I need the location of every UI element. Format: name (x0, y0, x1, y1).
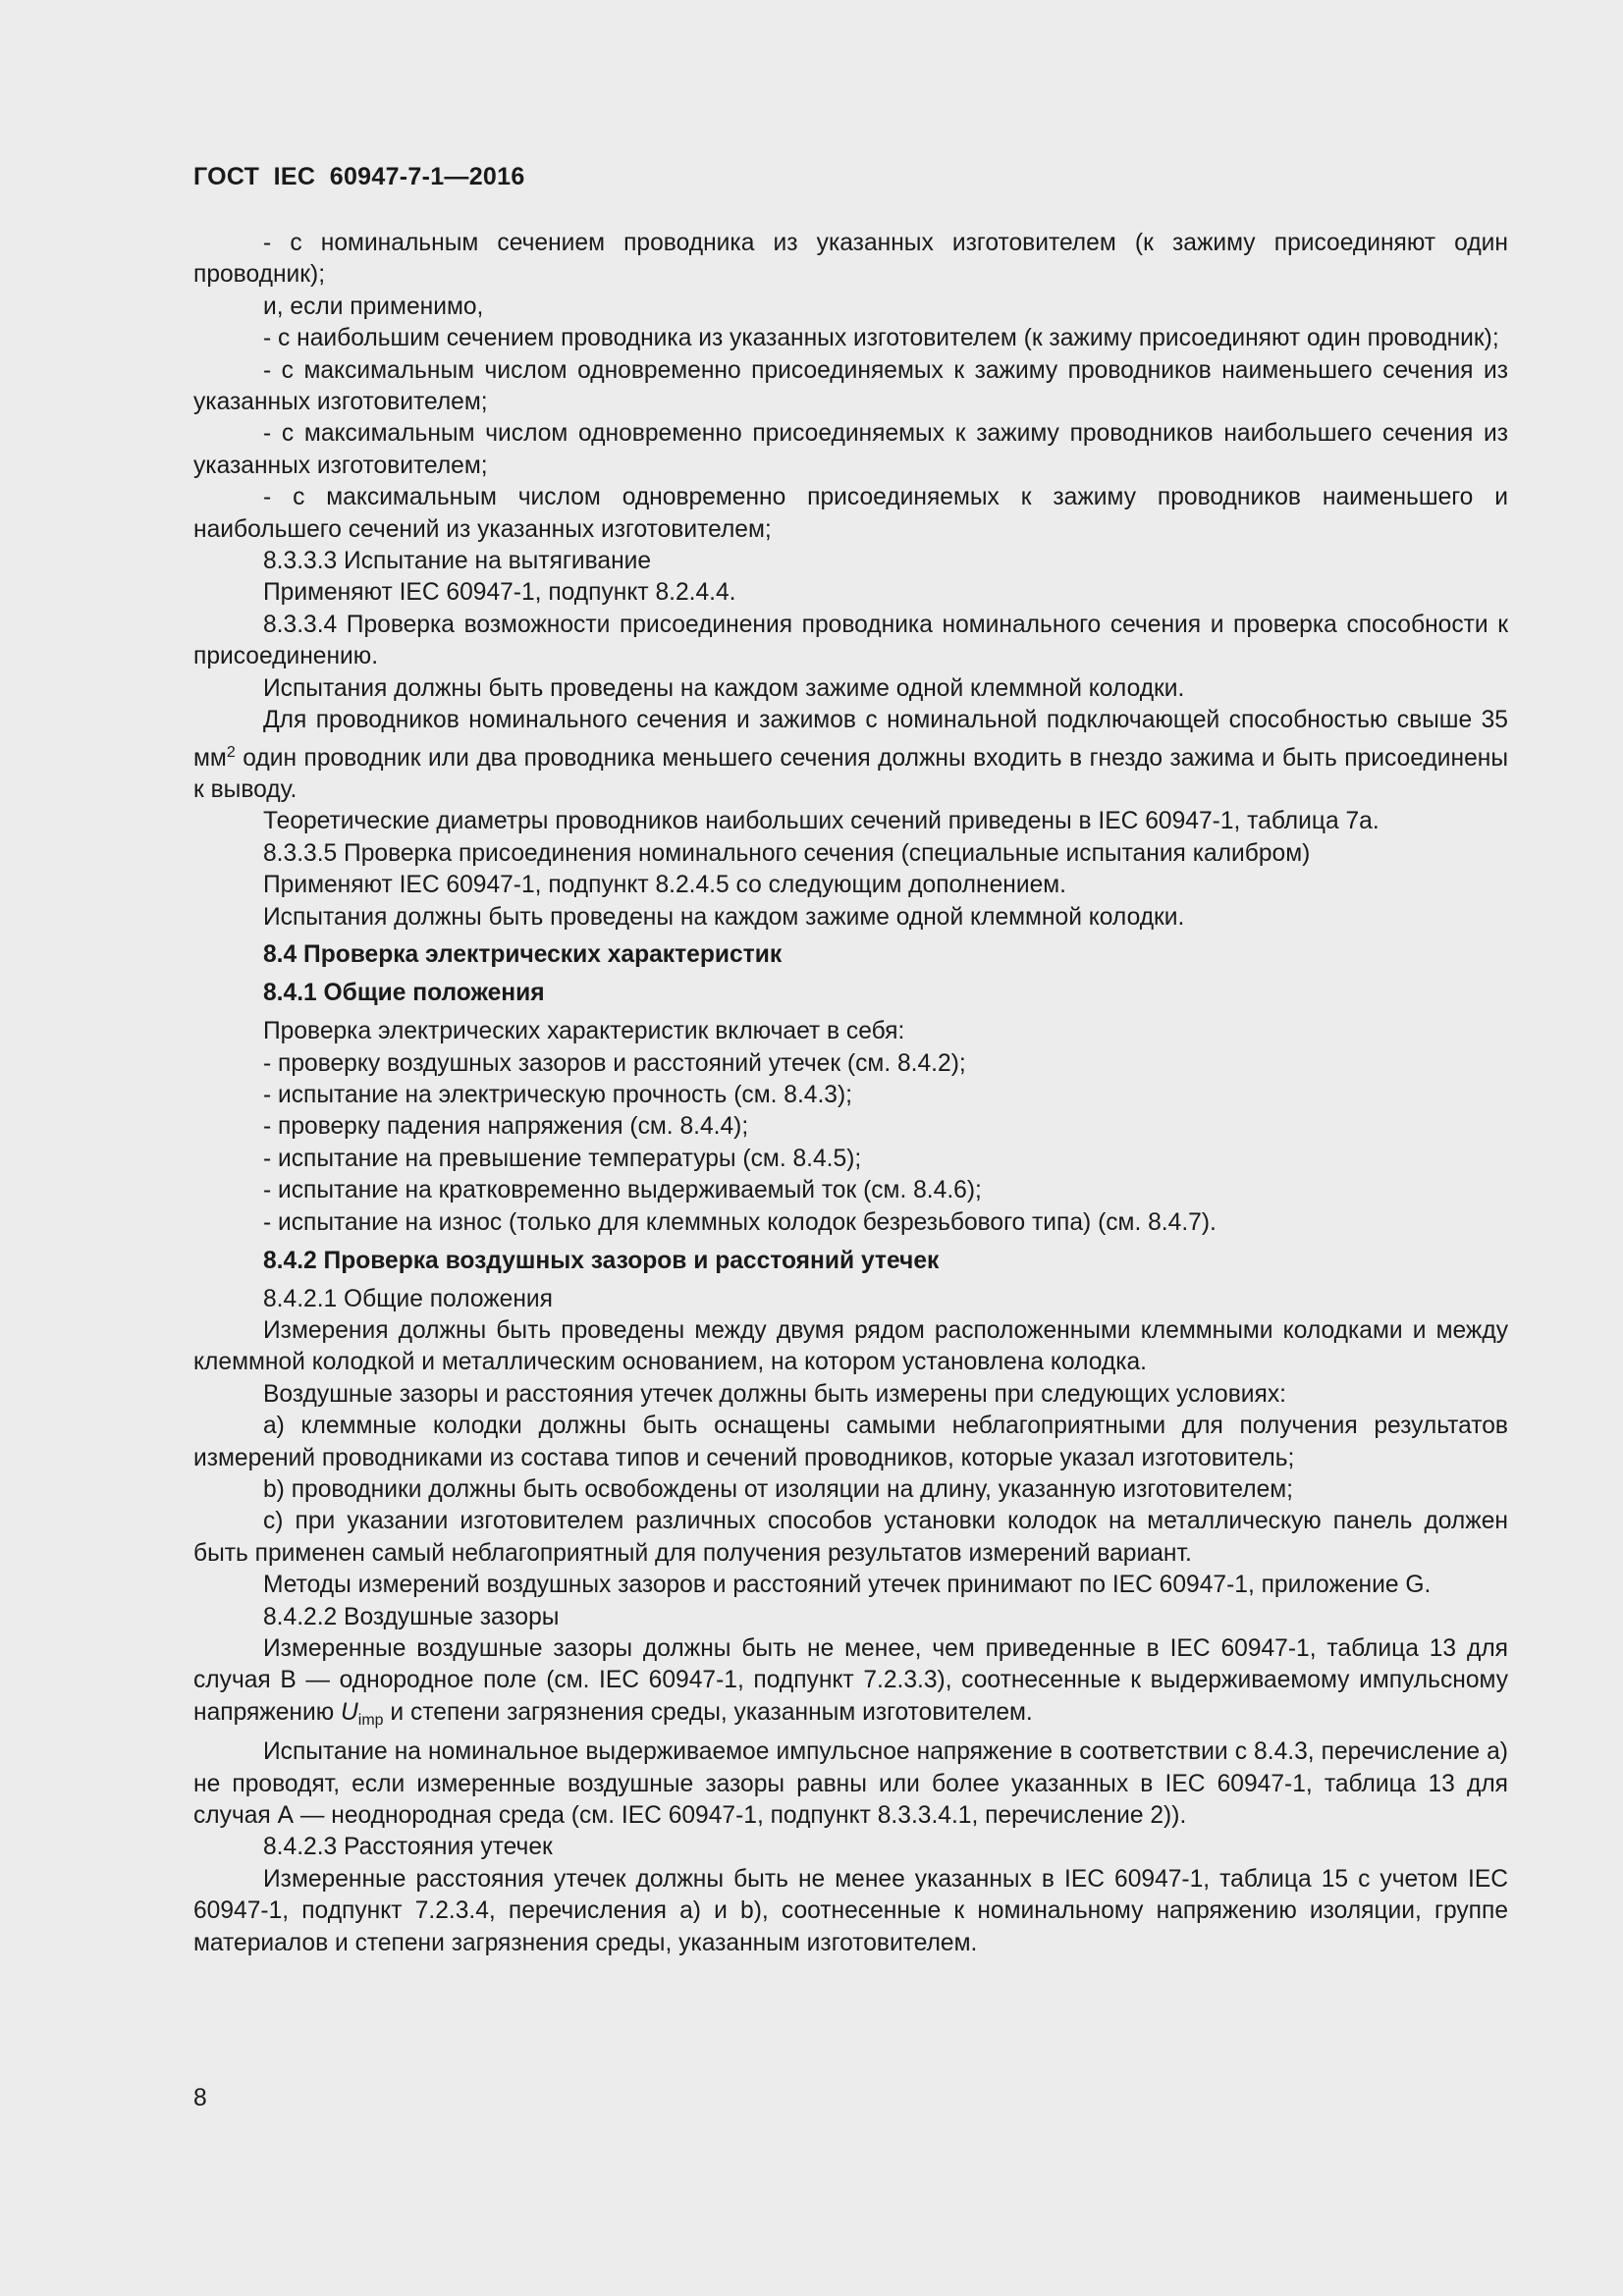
text-run: один проводник или два проводника меньшего сечения должны входить в гнездо зажима и быть присоединены к выводу. (193, 744, 1508, 803)
document-body (193, 228, 1508, 1959)
paragraph: Проверка электрических характеристик включает в себя: (263, 1018, 905, 1045)
text-run: Измеренные воздушные зазоры должны быть не менее, чем приведенные в IEC 60947-1, таблица 13 для случая В — однородное поле (см. IEC 60947-1, подпункт 7.2.3.3), соотнесенные к выдерживаемому импульсному напряжению (193, 1634, 1508, 1726)
paragraph: Применяют IEC 60947-1, подпункт 8.2.4.5 со следующим дополнением. (263, 872, 1067, 899)
list-item: - с максимальным числом одновременно присоединяемых к зажиму проводников наибольшего сечения из указанных изготовителем; (193, 420, 1508, 479)
paragraph: Испытания должны быть проведены на каждом зажиме одной клеммной колодки. (263, 674, 1185, 702)
section-heading: 8.4.1 Общие положения (263, 980, 545, 1007)
subsection-heading: 8.3.3.3 Испытание на вытягивание (263, 548, 652, 575)
paragraph (193, 705, 1508, 806)
paragraph: и, если применимо, (263, 293, 484, 320)
list-item: - испытание на износ (только для клеммных колодок безрезьбового типа) (см. 8.4.7). (263, 1208, 1217, 1236)
list-item: - с максимальным числом одновременно присоединяемых к зажиму проводников наименьшего сечения из указанных изготовителем; (193, 356, 1508, 416)
document-header: ГОСТ IEC 60947-7-1—2016 (193, 163, 525, 190)
list-item: c) при указании изготовителем различных способов установки колодок на металлическую панель должен быть применен самый неблагоприятный для получения результатов измерений вариант. (193, 1508, 1508, 1567)
list-item: - с номинальным сечением проводника из указанных изготовителем (к зажиму присоединяют один проводник); (193, 230, 1508, 289)
section-heading: 8.4.2 Проверка воздушных зазоров и расстояний утечек (263, 1247, 940, 1274)
paragraph: Применяют IEC 60947-1, подпункт 8.2.4.4. (263, 579, 736, 607)
list-item: - испытание на кратковременно выдерживаемый ток (см. 8.4.6); (263, 1177, 982, 1204)
list-item: - с максимальным числом одновременно присоединяемых к зажиму проводников наименьшего и наибольшего сечений из указанных изготовителем; (193, 484, 1508, 543)
paragraph: Методы измерений воздушных зазоров и расстояний утечек принимают по IEC 60947-1, приложение G. (263, 1572, 1432, 1599)
paragraph: Испытание на номинальное выдерживаемое импульсное напряжение в соответствии с 8.4.3, перечисление а) не проводят, если измеренные воздушные зазоры равны или более указанных в IEC 60947-1, таблица 13 для случая А — неоднородная среда (см. IEC 60947-1, подпункт 8.3.3.4.1, перечисление 2)). (193, 1738, 1508, 1829)
superscript: 2 (226, 743, 236, 761)
list-item: - с наибольшим сечением проводника из указанных изготовителем (к зажиму присоединяют один проводник); (263, 325, 1499, 352)
list-item: b) проводники должны быть освобождены от изоляции на длину, указанную изготовителем; (263, 1475, 1294, 1503)
page-number: 8 (193, 2085, 207, 2111)
section-heading: 8.4 Проверка электрических характеристик (263, 941, 783, 969)
subscript: imp (357, 1711, 384, 1729)
subsection-heading: 8.4.2.1 Общие положения (263, 1285, 553, 1312)
text-run: Для проводников номинального сечения и зажимов с номинальной подключающей способностью свыше 35 мм (193, 707, 1508, 772)
paragraph: Теоретические диаметры проводников наибольших сечений приведены в IEC 60947-1, таблица 7а. (263, 808, 1380, 835)
paragraph: Измеренные расстояния утечек должны быть не менее указанных в IEC 60947-1, таблица 15 с учетом IEC 60947-1, подпункт 7.2.3.4, перечисления а) и b), соотнесенные к номинальному напряжению изоляции, группе материалов и степени загрязнения среды, указанным изготовителем. (193, 1865, 1508, 1956)
list-item: - проверку воздушных зазоров и расстояний утечек (см. 8.4.2); (263, 1049, 966, 1077)
subsection-heading: 8.4.2.3 Расстояния утечек (263, 1834, 553, 1861)
list-item: - испытание на превышение температуры (см. 8.4.5); (263, 1145, 862, 1172)
list-item: a) клеммные колодки должны быть оснащены самыми неблагоприятными для получения результатов измерений проводниками из состава типов и сечений проводников, которые указал изготовитель; (193, 1413, 1508, 1471)
paragraph: Измерения должны быть проведены между двумя рядом расположенными клеммными колодками и между клеммной колодкой и металлическим основанием, на котором установлена колодка. (193, 1316, 1508, 1376)
subsection-heading: 8.3.3.5 Проверка присоединения номинального сечения (специальные испытания калибром) (263, 839, 1311, 867)
paragraph: Испытания должны быть проведены на каждом зажиме одной клеммной колодки. (263, 903, 1185, 931)
subsection-heading: 8.4.2.2 Воздушные зазоры (263, 1603, 560, 1630)
paragraph: Воздушные зазоры и расстояния утечек должны быть измерены при следующих условиях: (263, 1380, 1286, 1408)
text-run: и степени загрязнения среды, указанным изготовителем. (383, 1698, 1033, 1726)
list-item: - проверку падения напряжения (см. 8.4.4); (263, 1113, 749, 1141)
subsection-heading: 8.3.3.4 Проверка возможности присоединения проводника номинального сечения и проверка способности к присоединению. (193, 611, 1508, 670)
paragraph (193, 1633, 1508, 1736)
symbol-u: U (341, 1698, 358, 1726)
list-item: - испытание на электрическую прочность (см. 8.4.3); (263, 1082, 852, 1109)
